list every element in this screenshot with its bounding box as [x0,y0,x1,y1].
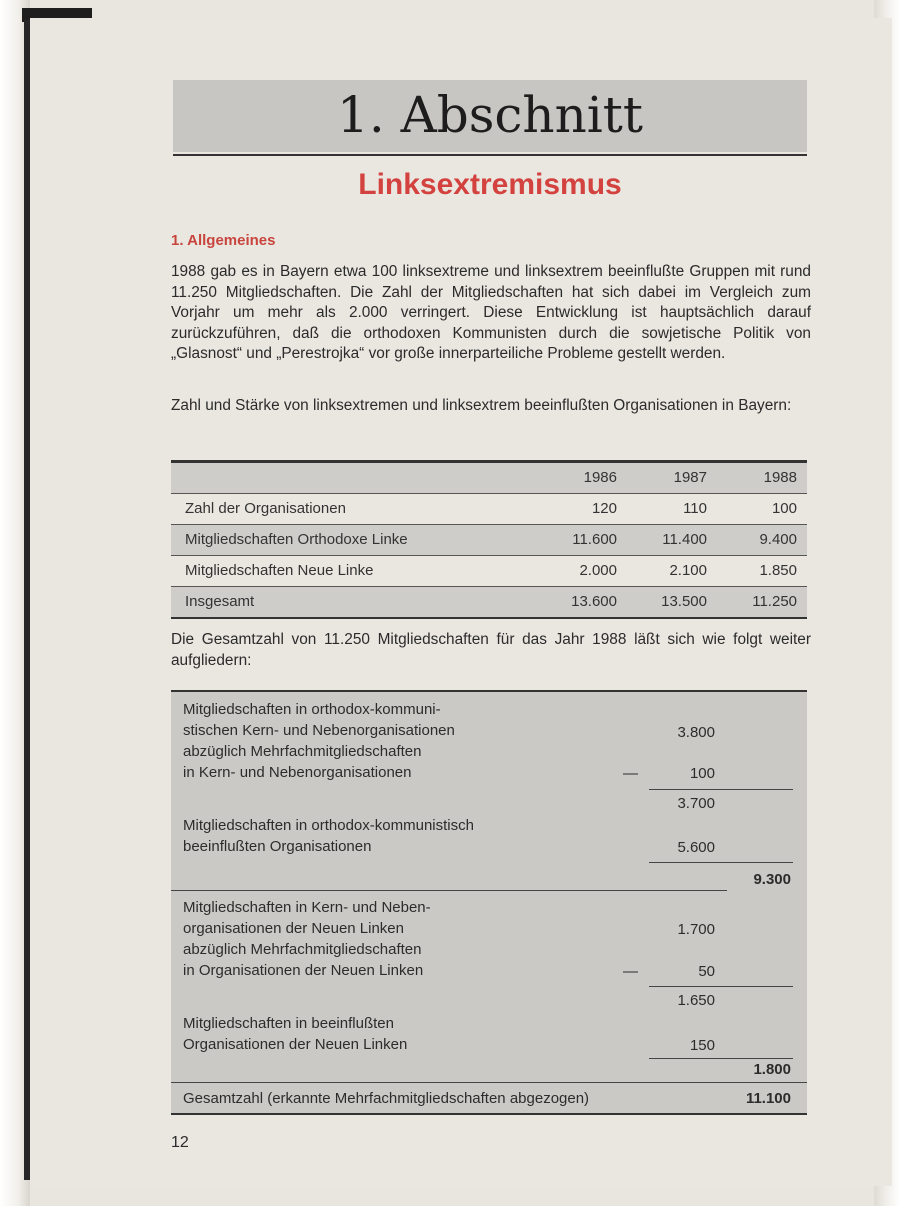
breakdown-bottom-rule [171,1113,807,1115]
orthodox-subtotal: 3.700 [677,795,715,812]
neue-kern-value: 1.700 [677,921,715,938]
grand-total: 11.100 [745,1090,791,1107]
orthodox-beeinfl-label: beeinflußten Organisationen [183,838,372,855]
cell: 13.500 [661,593,707,610]
breakdown-table [171,690,807,1115]
table-row [171,587,807,617]
table-row [171,494,807,524]
breakdown-intro-paragraph: Die Gesamtzahl von 11.250 Mitgliedschaften für das Jahr 1988 läßt sich wie folgt weiter aufgliedern: [171,631,811,669]
orthodox-kern-value: 3.800 [677,724,715,741]
minus-sign: — [623,765,638,782]
cell: 100 [771,500,797,517]
row-label: Mitgliedschaften Orthodoxe Linke [185,531,408,548]
neue-beeinfl-value: 150 [689,1037,715,1054]
row-label: Mitgliedschaften Neue Linke [185,562,374,579]
grand-divider [171,1082,807,1083]
row-label: Zahl der Organisationen [185,500,346,517]
cell: 120 [591,500,617,517]
orthodox-beeinfl-value: 5.600 [677,839,715,856]
subtotal-rule [649,986,793,987]
cell: 11.400 [662,531,707,548]
grand-total-label: Gesamtzahl (erkannte Mehrfachmitgliedschaften abgezogen) [183,1090,590,1107]
orthodox-beeinfl-label: Mitgliedschaften in orthodox-kommunistisch [183,817,474,834]
cell: 110 [683,500,707,517]
total-rule [649,862,793,863]
title-rule [173,154,807,156]
neue-total: 1.800 [753,1061,791,1078]
row-label: Insgesamt [185,593,255,610]
block-divider [171,890,727,891]
sub-heading: 1. Allgemeines [171,232,276,249]
cell: 2.100 [669,562,707,579]
neue-minus-label: abzüglich Mehrfachmitgliedschaften [183,941,422,958]
year-header: 1986 [583,469,617,486]
neue-subtotal: 1.650 [677,992,715,1009]
page-edge-left [0,0,30,1206]
table-row [171,525,807,555]
orthodox-total: 9.300 [753,871,791,888]
neue-minus-label: in Organisationen der Neuen Linken [183,962,424,979]
cell: 13.600 [571,593,617,610]
year-header: 1988 [763,469,797,486]
orthodox-minus-label: abzüglich Mehrfachmitgliedschaften [183,743,422,760]
section-subtitle: Linksextremismus [358,168,622,201]
section-title: 1. Abschnitt [337,86,643,144]
neue-beeinfl-label: Organisationen der Neuen Linken [183,1036,408,1053]
minus-sign: — [623,963,638,980]
orthodox-minus-label: in Kern- und Nebenorganisationen [183,764,412,781]
orthodox-minus-value: 100 [689,765,715,782]
table-intro-paragraph: Zahl und Stärke von linksextremen und linksextrem beeinflußten Organisationen in Bayern: [171,397,792,414]
cell: 9.400 [759,531,797,548]
orthodox-kern-label: stischen Kern- und Nebenorganisationen [183,722,455,739]
breakdown-top-rule [171,690,807,692]
intro-paragraph: 1988 gab es in Bayern etwa 100 linksextreme und linksextrem beeinflußte Gruppen mit rund 11.250 Mitgliedschaften. Die Zahl der Mitgliedschaften hat sich dabei im Vergleich zum Vorjahr um mehr als 2.000 verringert. Diese Entwicklung ist hauptsächlich darauf zurückzuführen, daß die orthodoxen Kommunisten durch die sowjetische Politik von „Glasnost“ und „Perestrojka“ vor große innerparteiliche Probleme gestellt werden. [171,263,811,362]
orthodox-kern-label: Mitgliedschaften in orthodox-kommuni- [183,701,441,718]
table-row [171,556,807,586]
subtotal-rule [649,789,793,790]
cell: 11.600 [572,531,617,548]
neue-minus-value: 50 [698,963,715,980]
neue-beeinfl-label: Mitgliedschaften in beeinflußten [183,1015,394,1032]
neue-kern-label: Mitgliedschaften in Kern- und Neben- [183,899,431,916]
cell: 11.250 [752,593,797,610]
cell: 1.850 [759,562,797,579]
stats-bottom-rule [171,617,807,619]
neue-kern-label: organisationen der Neuen Linken [183,920,404,937]
year-header: 1987 [673,469,707,486]
page-number: 12 [171,1134,189,1151]
total-rule [649,1058,793,1059]
stats-header-row [171,463,807,493]
cell: 2.000 [579,562,617,579]
